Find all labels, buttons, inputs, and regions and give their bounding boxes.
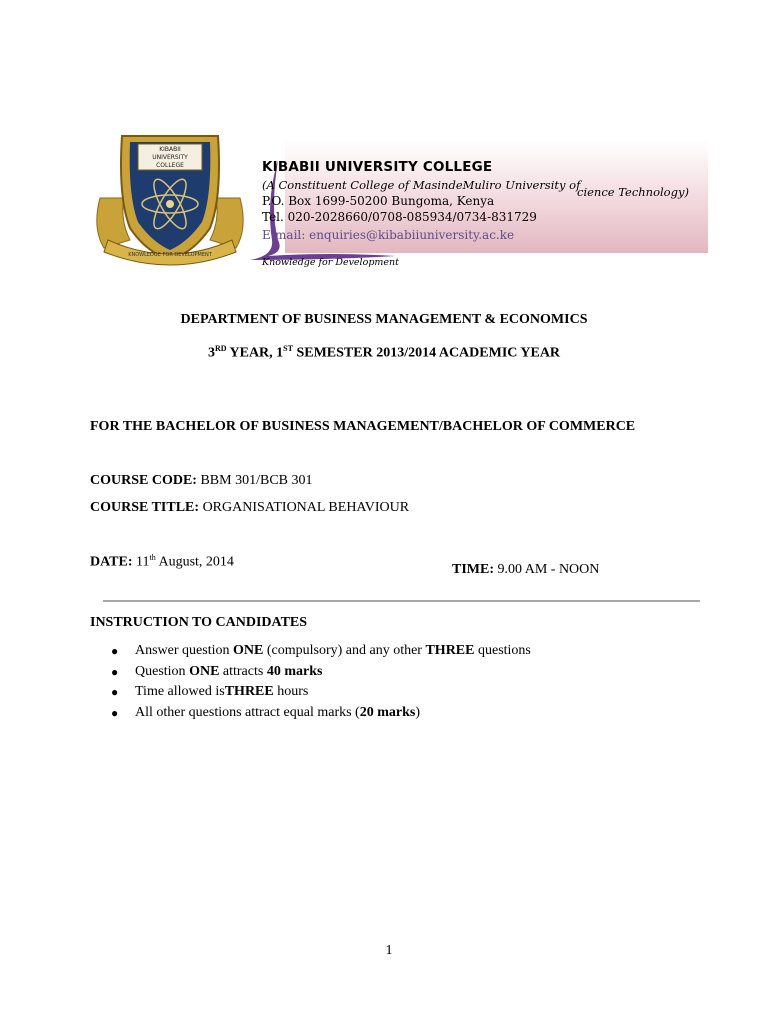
semester-rest: SEMESTER 2013/2014 ACADEMIC YEAR: [292, 345, 561, 361]
email-line: E-mail: enquiries@kibabiiuniversity.ac.ke: [262, 228, 515, 242]
list-item: ● All other questions attract equal marks (20 marks): [135, 703, 531, 724]
bullet-icon: ●: [111, 705, 119, 720]
crest-text-line-3: COLLEGE: [156, 162, 184, 169]
course-code-line: [90, 473, 313, 489]
department-heading: DEPARTMENT OF BUSINESS MANAGEMENT & ECONOMICS: [180, 312, 588, 327]
course-title-line: [90, 500, 409, 516]
postal-address: P.O. Box 1699-50200 Bungoma, Kenya: [262, 194, 495, 208]
university-crest-icon: [90, 128, 250, 270]
year-number: 3: [207, 345, 215, 361]
bullet-icon: ●: [111, 664, 119, 679]
crest-ribbon-text: KNOWLEDGE FOR DEVELOPMENT: [128, 252, 212, 258]
bullet-icon: ●: [111, 685, 119, 699]
affiliation-text-continued: cience Technology): [577, 185, 689, 199]
course-code-value: BBM 301/BCB 301: [196, 473, 313, 488]
horizontal-divider: [103, 600, 700, 602]
list-item: ● Answer question ONE (compulsory) and any other THREE questions: [135, 641, 531, 662]
exam-time-line: [452, 562, 599, 578]
crest-text-line-1: KIBABII: [159, 146, 181, 153]
date-label: DATE:: [90, 554, 133, 570]
list-item: ● Time allowed isTHREE hours: [135, 682, 531, 703]
course-title-label: COURSE TITLE:: [90, 500, 200, 515]
list-item: ● Question ONE attracts 40 marks: [135, 662, 531, 683]
time-label: TIME:: [452, 562, 494, 577]
date-superscript: th: [149, 553, 156, 562]
exam-date-line: [90, 553, 234, 571]
year-word: YEAR, 1: [226, 345, 284, 361]
institution-name: KIBABII UNIVERSITY COLLEGE: [262, 159, 493, 175]
year-superscript: RD: [214, 344, 227, 353]
bullet-icon: ●: [111, 644, 119, 658]
instructions-list: [90, 641, 531, 723]
programme-heading: FOR THE BACHELOR OF BUSINESS MANAGEMENT/BACHELOR OF COMMERCE: [90, 419, 636, 434]
date-day: 11: [132, 554, 150, 570]
telephone-line: Tel. 020-2028660/0708-085934/0734-831729: [262, 210, 537, 224]
academic-year-heading: [0, 344, 768, 362]
crest-text-line-2: UNIVERSITY: [152, 154, 188, 161]
time-value: 9.00 AM - NOON: [494, 562, 600, 577]
motto-text: Knowledge for Development: [262, 257, 399, 268]
course-code-label: COURSE CODE:: [90, 473, 197, 488]
course-title-value: ORGANISATIONAL BEHAVIOUR: [199, 500, 410, 515]
semester-superscript: ST: [283, 344, 293, 353]
date-rest: August, 2014: [155, 554, 234, 570]
page-number: 1: [385, 943, 393, 958]
instructions-heading: INSTRUCTION TO CANDIDATES: [90, 615, 308, 630]
affiliation-text: (A Constituent College of MasindeMuliro University of: [262, 178, 581, 192]
